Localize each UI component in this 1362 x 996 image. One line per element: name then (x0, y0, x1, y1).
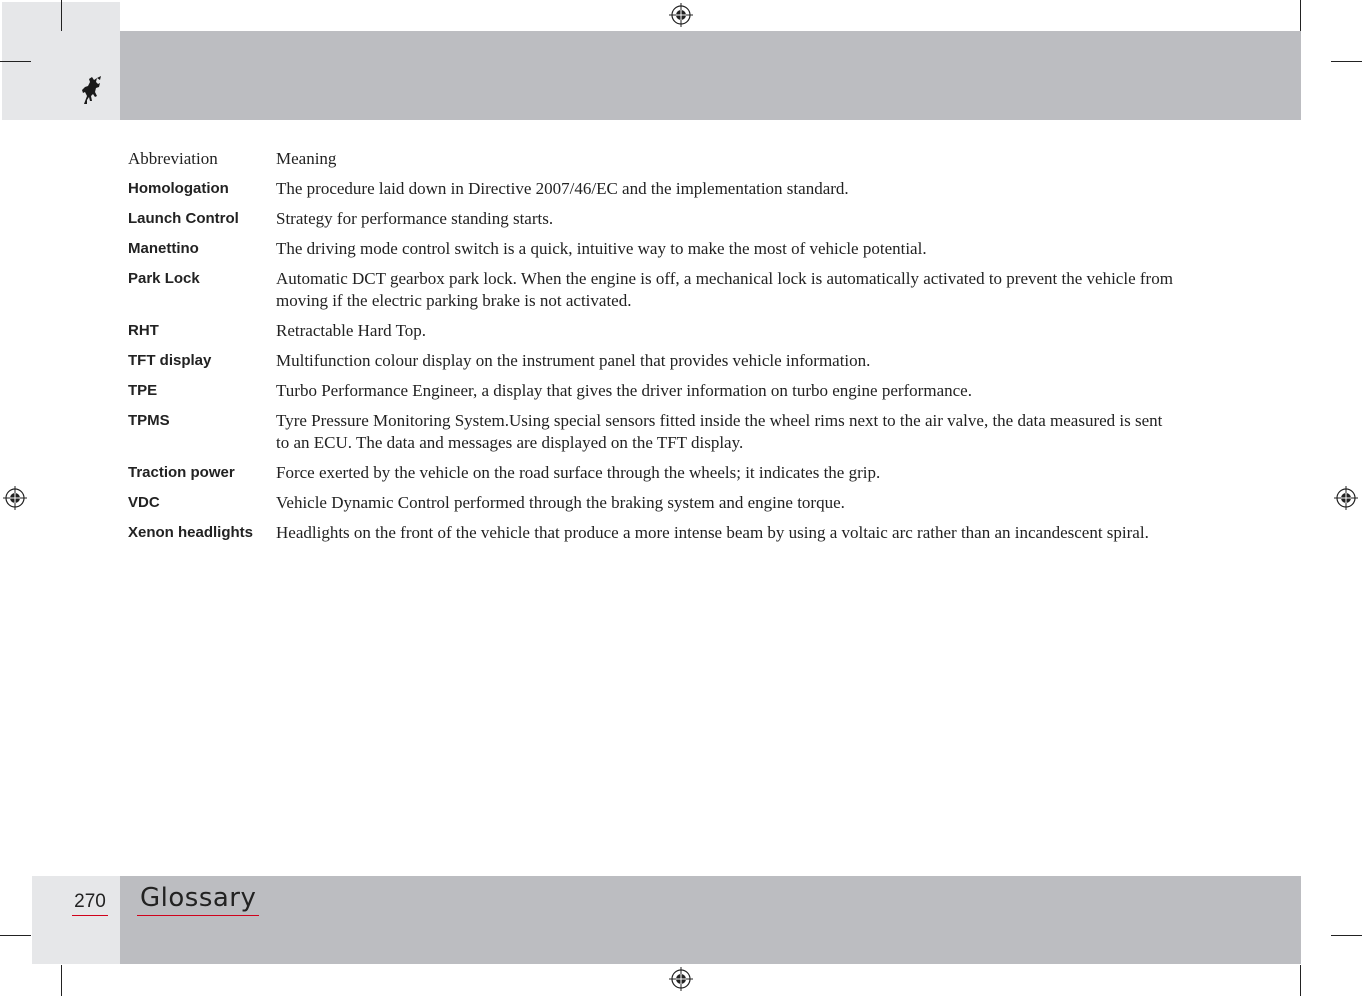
section-title: Glossary (137, 882, 259, 916)
column-header-abbreviation: Abbreviation (128, 149, 218, 168)
table-row (128, 268, 1188, 312)
glossary-definition: Multifunction colour display on the instrument panel that provides vehicle information. (276, 351, 871, 370)
glossary-term: Manettino (128, 240, 199, 257)
glossary-definition: Turbo Performance Engineer, a display that gives the driver information on turbo engine performance. (276, 381, 972, 400)
table-row (128, 492, 1188, 514)
glossary-definition: The procedure laid down in Directive 2007/46/EC and the implementation standard. (276, 179, 849, 198)
glossary-term: TFT display (128, 352, 212, 369)
table-row (128, 320, 1188, 342)
glossary-definition: Strategy for performance standing starts. (276, 209, 554, 228)
glossary-definition: Tyre Pressure Monitoring System.Using special sensors fitted inside the wheel rims next to the air valve, the data measured is sent to an ECU. The data and messages are displayed on the TFT display. (276, 411, 1163, 452)
glossary-term: Traction power (128, 464, 235, 481)
glossary-term: Xenon headlights (128, 524, 254, 541)
table-row (128, 410, 1188, 454)
table-row (128, 178, 1188, 200)
registration-mark-icon (669, 3, 693, 27)
crop-mark (1331, 61, 1362, 62)
crop-mark (1331, 935, 1362, 936)
glossary-definition: Retractable Hard Top. (276, 321, 427, 340)
footer-band (120, 876, 1301, 964)
glossary-header-row (128, 148, 1188, 170)
table-row (128, 462, 1188, 484)
table-row (128, 208, 1188, 230)
table-row (128, 350, 1188, 372)
page-number: 270 (72, 890, 108, 916)
crop-mark (1300, 0, 1301, 31)
glossary-definition: Force exerted by the vehicle on the road surface through the wheels; it indicates the grip. (276, 463, 881, 482)
glossary-definition: Headlights on the front of the vehicle that produce a more intense beam by using a voltaic arc rather than an incandescent spiral. (276, 523, 1149, 542)
column-header-meaning: Meaning (276, 149, 337, 168)
crop-mark (61, 965, 62, 996)
glossary-term: Launch Control (128, 210, 239, 227)
table-row (128, 380, 1188, 402)
glossary-definition: Automatic DCT gearbox park lock. When the engine is off, a mechanical lock is automatically activated to prevent the vehicle from moving if the electric parking brake is not activated. (276, 269, 1173, 310)
glossary-term: TPMS (128, 412, 170, 429)
registration-mark-icon (1334, 486, 1358, 510)
glossary-definition: Vehicle Dynamic Control performed through the braking system and engine torque. (276, 493, 845, 512)
glossary-term: Park Lock (128, 270, 200, 287)
glossary-term: RHT (128, 322, 159, 339)
prancing-horse-icon (78, 74, 104, 106)
crop-mark (0, 61, 31, 62)
header-band (120, 31, 1301, 120)
crop-mark (61, 0, 62, 31)
registration-mark-icon (669, 967, 693, 991)
registration-mark-icon (3, 486, 27, 510)
glossary-term: VDC (128, 494, 160, 511)
glossary-term: TPE (128, 382, 158, 399)
crop-mark (0, 935, 31, 936)
glossary-table (128, 148, 1188, 552)
glossary-term: Homologation (128, 180, 229, 197)
crop-mark (1300, 965, 1301, 996)
glossary-definition: The driving mode control switch is a quick, intuitive way to make the most of vehicle potential. (276, 239, 927, 258)
table-row (128, 522, 1188, 544)
table-row (128, 238, 1188, 260)
